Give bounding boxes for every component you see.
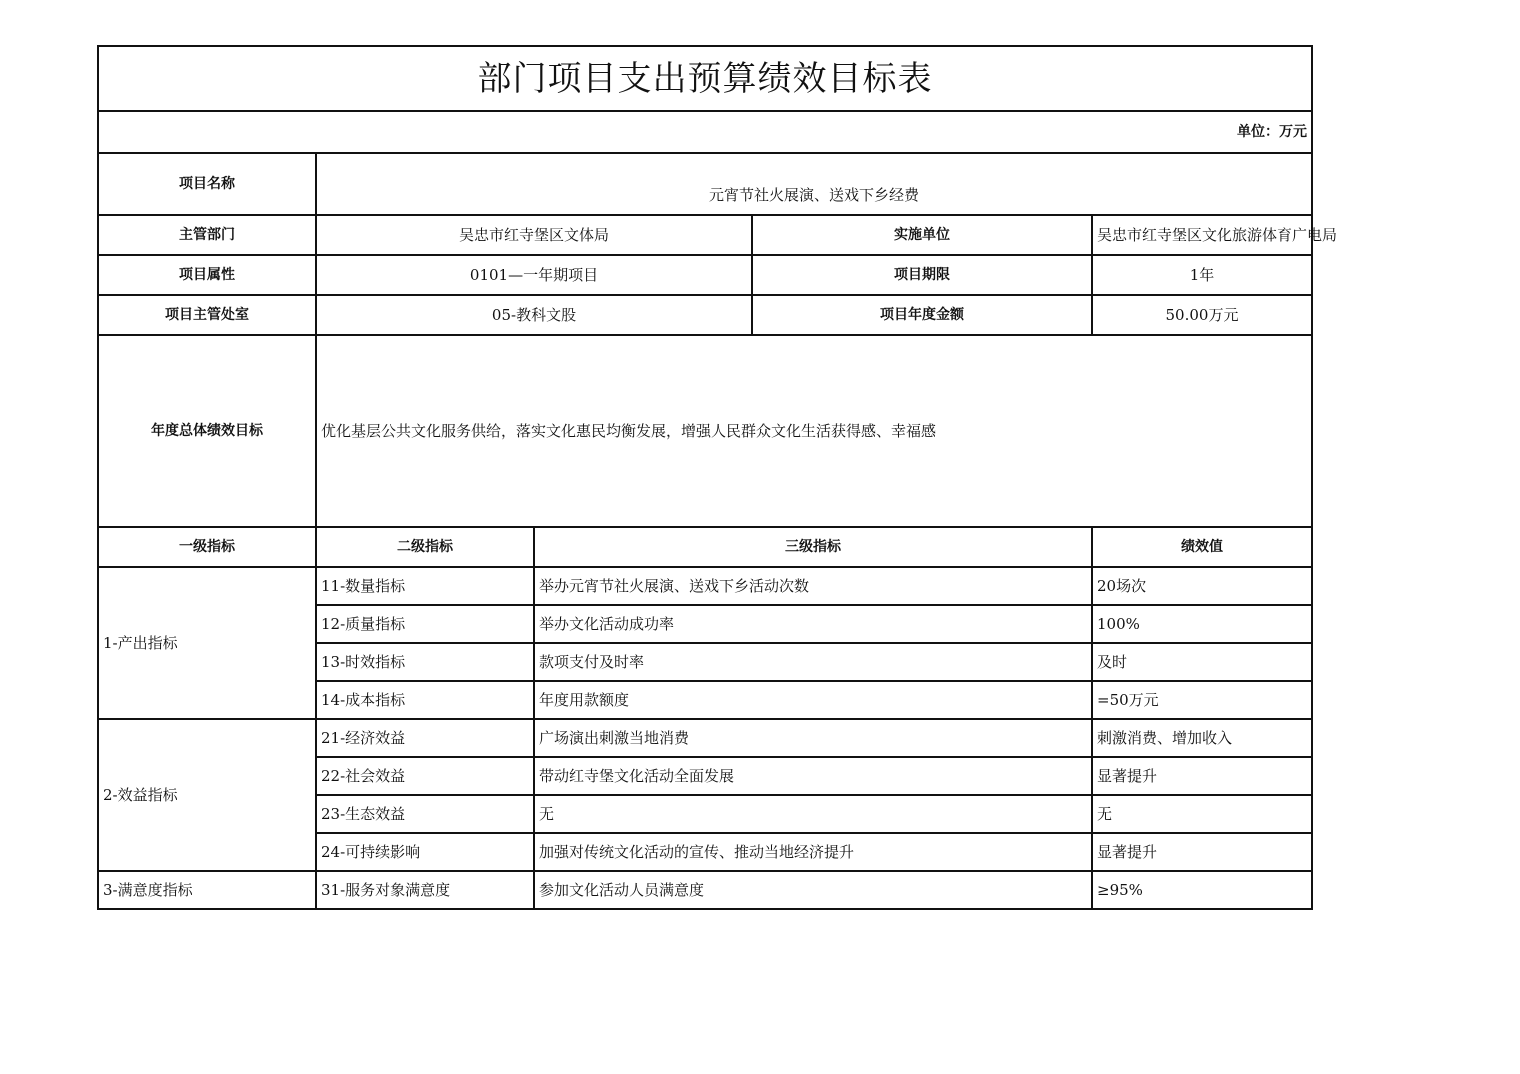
indicator-header-row — [98, 527, 1312, 567]
level3-indicator: 年度用款额度 — [534, 681, 1092, 719]
page-title: 部门项目支出预算绩效目标表 — [98, 46, 1312, 111]
indicator-value: 刺激消费、增加收入 — [1092, 719, 1312, 757]
amount-value: 50.00万元 — [1092, 295, 1312, 335]
level2-indicator: 23-生态效益 — [316, 795, 534, 833]
annual-goal-row — [98, 335, 1312, 527]
indicator-value: 20场次 — [1092, 567, 1312, 605]
indicator-value: =50万元 — [1092, 681, 1312, 719]
project-name-value: 元宵节社火展演、送戏下乡经费 — [316, 153, 1312, 215]
indicator-value: 无 — [1092, 795, 1312, 833]
level2-indicator: 22-社会效益 — [316, 757, 534, 795]
project-name-label: 项目名称 — [98, 153, 316, 215]
implementer-label: 实施单位 — [752, 215, 1092, 255]
level1-indicator: 3-满意度指标 — [98, 871, 316, 909]
level1-indicator: 1-产出指标 — [98, 567, 316, 719]
level1-indicator: 2-效益指标 — [98, 719, 316, 871]
header-level3: 三级指标 — [534, 527, 1092, 567]
office-label: 项目主管处室 — [98, 295, 316, 335]
indicator-value: 显著提升 — [1092, 833, 1312, 871]
level2-indicator: 11-数量指标 — [316, 567, 534, 605]
office-row — [98, 295, 1312, 335]
level2-indicator: 21-经济效益 — [316, 719, 534, 757]
period-label: 项目期限 — [752, 255, 1092, 295]
level3-indicator: 参加文化活动人员满意度 — [534, 871, 1092, 909]
attribute-row — [98, 255, 1312, 295]
level3-indicator: 举办文化活动成功率 — [534, 605, 1092, 643]
level3-indicator: 带动红寺堡文化活动全面发展 — [534, 757, 1092, 795]
indicator-value: ≥95% — [1092, 871, 1312, 909]
annual-goal-value: 优化基层公共文化服务供给，落实文化惠民均衡发展，增强人民群众文化生活获得感、幸福感 — [316, 335, 1312, 527]
level3-indicator: 加强对传统文化活动的宣传、推动当地经济提升 — [534, 833, 1092, 871]
project-name-row — [98, 153, 1312, 215]
annual-goal-label: 年度总体绩效目标 — [98, 335, 316, 527]
header-value: 绩效值 — [1092, 527, 1312, 567]
attribute-label: 项目属性 — [98, 255, 316, 295]
table-row — [98, 567, 1312, 605]
level2-indicator: 24-可持续影响 — [316, 833, 534, 871]
department-label: 主管部门 — [98, 215, 316, 255]
level2-indicator: 13-时效指标 — [316, 643, 534, 681]
level3-indicator: 款项支付及时率 — [534, 643, 1092, 681]
implementer-value: 吴忠市红寺堡区文化旅游体育广电局 — [1092, 215, 1312, 255]
department-row — [98, 215, 1312, 255]
indicator-value: 100% — [1092, 605, 1312, 643]
level2-indicator: 12-质量指标 — [316, 605, 534, 643]
unit-row — [98, 111, 1312, 153]
indicator-value: 显著提升 — [1092, 757, 1312, 795]
office-value: 05-教科文股 — [316, 295, 752, 335]
level3-indicator: 广场演出刺激当地消费 — [534, 719, 1092, 757]
attribute-value: 0101—一年期项目 — [316, 255, 752, 295]
amount-label: 项目年度金额 — [752, 295, 1092, 335]
header-level2: 二级指标 — [316, 527, 534, 567]
header-level1: 一级指标 — [98, 527, 316, 567]
level3-indicator: 举办元宵节社火展演、送戏下乡活动次数 — [534, 567, 1092, 605]
level3-indicator: 无 — [534, 795, 1092, 833]
department-value: 吴忠市红寺堡区文体局 — [316, 215, 752, 255]
unit-label: 单位：万元 — [98, 111, 1312, 153]
table-row — [98, 719, 1312, 757]
indicator-value: 及时 — [1092, 643, 1312, 681]
title-row — [98, 46, 1312, 111]
table-row — [98, 871, 1312, 909]
level2-indicator: 31-服务对象满意度 — [316, 871, 534, 909]
period-value: 1年 — [1092, 255, 1312, 295]
performance-target-table — [97, 45, 1338, 910]
level2-indicator: 14-成本指标 — [316, 681, 534, 719]
table-body — [98, 46, 1338, 909]
